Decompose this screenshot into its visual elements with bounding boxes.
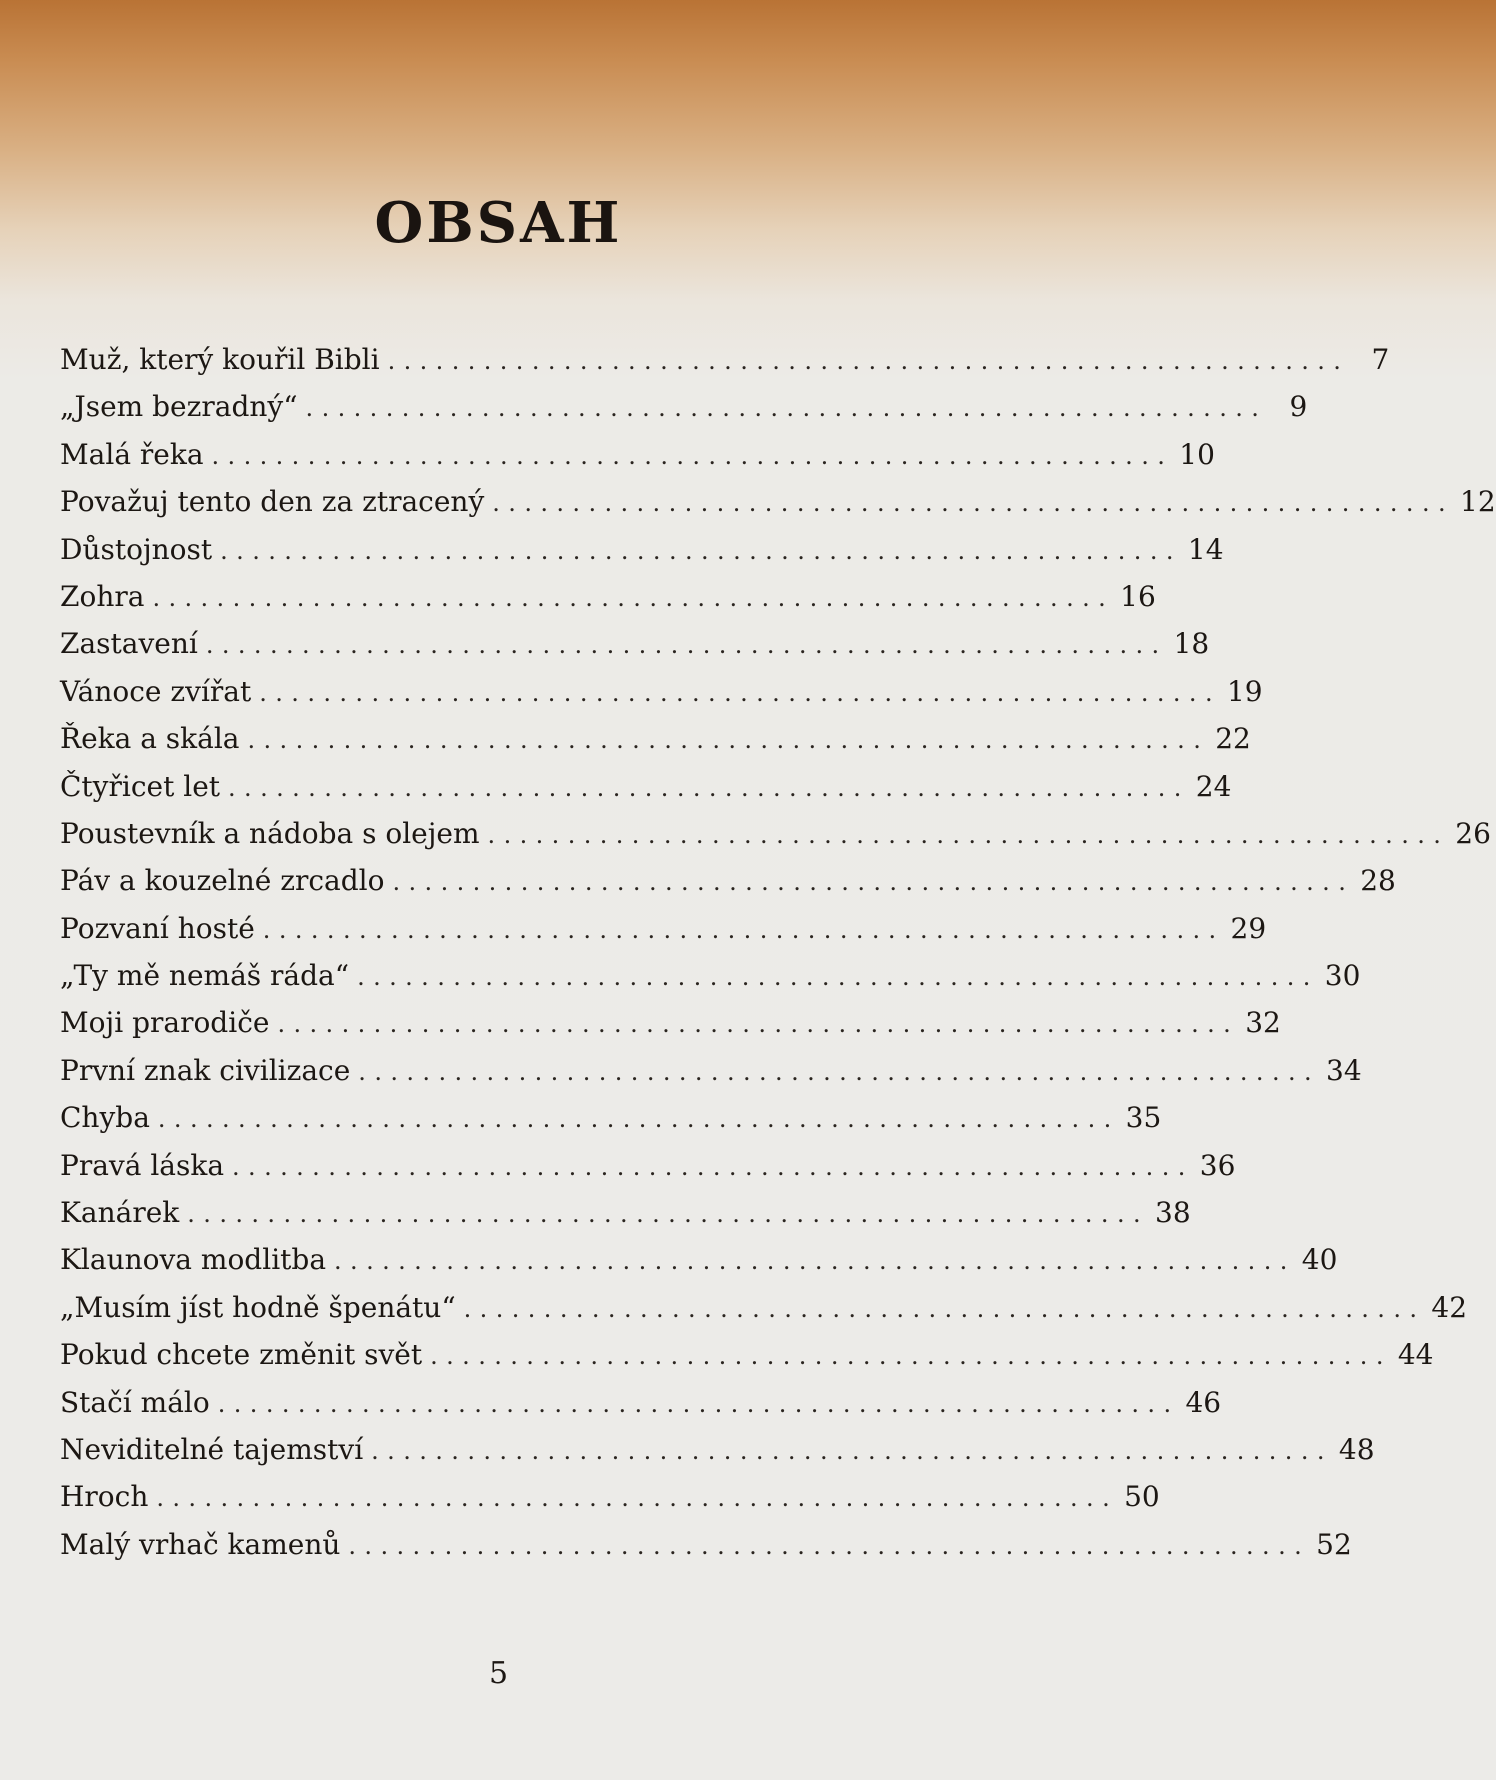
toc-entry-title: První znak civilizace [60,1053,351,1087]
toc-leader-dots: ............................................................ [334,1247,1296,1276]
toc-entry [60,1331,1434,1378]
toc-entry [60,905,1267,952]
toc-entry-page: 52 [1316,1527,1352,1561]
toc-entry [60,1236,1338,1283]
toc-entry-page: 34 [1326,1053,1362,1087]
toc-entry-title: Zohra [60,579,145,613]
toc-entry-page: 9 [1289,390,1308,424]
toc-entry [60,668,1263,715]
toc-entry-page: 30 [1324,959,1361,993]
toc-leader-dots: ............................................................ [211,441,1174,470]
toc-entry [60,1284,1468,1331]
toc-entry-title: Neviditelné tajemství [60,1432,364,1466]
toc-leader-dots: ............................................................ [277,1010,1240,1039]
toc-entry-page: 28 [1360,864,1396,898]
toc-entry [60,526,1224,573]
toc-entry-title: „Jsem bezradný“ [60,390,298,424]
toc-entry-page: 10 [1179,437,1215,471]
toc-entry-page: 42 [1431,1290,1468,1324]
toc-entry-title: Malý vrhač kamenů [60,1527,341,1561]
toc-leader-dots: ............................................................ [259,678,1221,707]
toc-entry-page: 46 [1185,1385,1222,1419]
toc-leader-dots: ............................................................ [205,631,1168,660]
toc-entry-page: 44 [1397,1338,1434,1372]
toc-entry [60,999,1281,1046]
toc-entry-page: 24 [1195,769,1232,803]
toc-entry-page: 22 [1215,722,1251,756]
toc-entry-title: Důstojnost [60,532,213,566]
toc-entry-title: Považuj tento den za ztracený [60,485,485,519]
toc-entry-title: Poustevník a nádoba s olejem [60,816,480,850]
toc-entry [60,478,1496,525]
toc-entry-title: Stačí málo [60,1385,210,1419]
toc-entry-title: „Ty mě nemáš ráda“ [60,959,350,993]
toc-entry-title: Pokud chcete změnit svět [60,1338,423,1372]
page-number: 5 [488,1656,509,1691]
toc-entry-page: 16 [1120,579,1156,613]
toc-entry-title: Zastavení [60,627,198,661]
toc-entry [60,952,1361,999]
toc-entry [60,857,1396,904]
toc-entry [60,383,1308,430]
toc-leader-dots: ............................................................ [228,773,1190,802]
toc-leader-dots: ............................................................ [247,726,1210,755]
toc-leader-dots: ............................................................ [430,1342,1392,1371]
toc-entry-page: 35 [1125,1101,1162,1135]
toc-entry [60,1189,1191,1236]
toc-entry-page: 12 [1460,485,1496,519]
toc-entry [60,1379,1222,1426]
toc-entry-title: Klaunova modlitba [60,1243,327,1277]
toc-leader-dots: ............................................................ [357,963,1319,992]
toc-entry-page: 26 [1455,816,1491,850]
toc-entry-page: 40 [1301,1243,1338,1277]
page-title: OBSAH [374,190,623,256]
toc-leader-dots: ............................................................ [371,1436,1333,1465]
toc-leader-dots: ............................................................ [392,868,1355,897]
toc-entry [60,1047,1362,1094]
toc-leader-dots: ............................................................ [232,1152,1194,1181]
toc-entry-page: 50 [1124,1480,1160,1514]
toc-entry-title: Pravá láska [60,1148,225,1182]
toc-entry-title: Moji prarodiče [60,1006,270,1040]
toc-entry-title: „Musím jíst hodně špenátu“ [60,1290,456,1324]
toc-entry-page: 36 [1199,1148,1236,1182]
toc-leader-dots: ............................................................ [487,820,1450,849]
toc-entry-page: 48 [1338,1432,1375,1466]
toc-entry-page: 29 [1230,911,1267,945]
toc-entry-title: Páv a kouzelné zrcadlo [60,864,385,898]
toc-entry-page: 7 [1371,343,1390,376]
toc-leader-dots: ............................................................ [358,1057,1321,1086]
toc-entry [60,431,1215,478]
toc-leader-dots: ............................................................ [305,394,1268,423]
toc-leader-dots: ............................................................ [387,347,1350,375]
toc-entry [60,810,1491,857]
toc-entry-title: Kanárek [60,1196,180,1230]
toc-leader-dots: ............................................................ [156,1484,1119,1513]
toc-leader-dots: ............................................................ [220,536,1182,565]
toc-entry [60,1426,1375,1473]
toc-leader-dots: ............................................................ [157,1105,1120,1134]
toc-entry [60,336,1390,383]
toc-entry-title: Chyba [60,1101,150,1135]
toc-entry-page: 14 [1187,532,1224,566]
toc-entry-title: Muž, který kouřil Bibli [60,343,380,376]
toc-entry [60,573,1156,620]
toc-entry [60,620,1210,667]
toc-entry-title: Pozvaní hosté [60,911,255,945]
toc-leader-dots: ............................................................ [492,489,1454,518]
toc-entry [60,1473,1160,1520]
toc-entry [60,763,1232,810]
toc-entry-title: Malá řeka [60,437,204,471]
toc-entry [60,1521,1352,1568]
toc-entry [60,715,1251,762]
toc-leader-dots: ............................................................ [463,1294,1426,1323]
toc-leader-dots: ............................................................ [348,1531,1311,1560]
toc-entry-title: Čtyřicet let [60,769,221,803]
toc-leader-dots: ............................................................ [187,1200,1149,1229]
toc-entry-title: Hroch [60,1480,149,1514]
toc-entry-title: Řeka a skála [60,722,240,756]
toc-entry-page: 38 [1155,1196,1191,1230]
toc-entry-title: Vánoce zvířat [60,674,252,708]
toc-leader-dots: ............................................................ [262,915,1225,944]
toc-leader-dots: ............................................................ [217,1389,1180,1418]
toc-entry-page: 19 [1226,674,1263,708]
toc-entry [60,1142,1236,1189]
table-of-contents [60,336,1496,1568]
toc-entry [60,1094,1162,1141]
toc-leader-dots: ............................................................ [152,583,1115,612]
toc-entry-page: 32 [1245,1006,1281,1040]
toc-entry-page: 18 [1173,627,1210,661]
